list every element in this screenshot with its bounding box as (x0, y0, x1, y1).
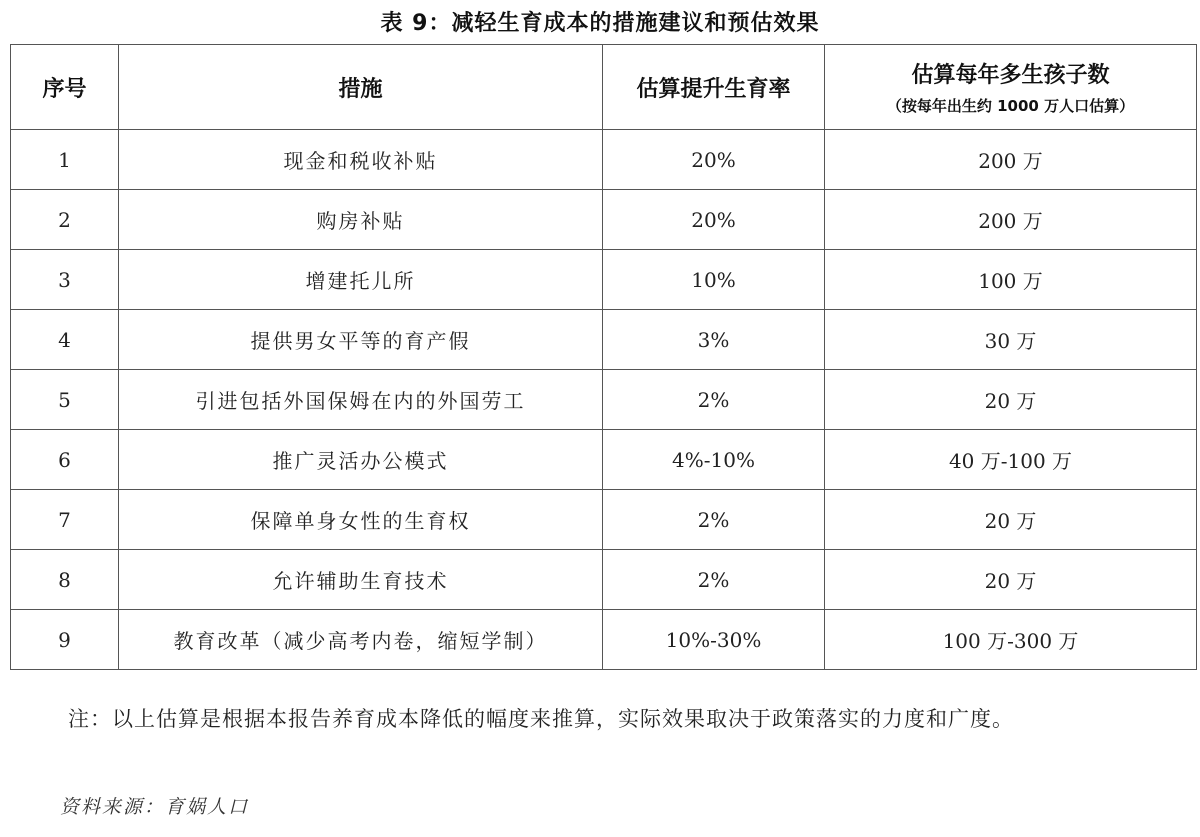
table-row (11, 310, 1197, 370)
row-rate: 20% (603, 130, 825, 190)
header-births-label: 估算每年多生孩子数 (911, 63, 1110, 88)
measures-table (10, 44, 1197, 670)
row-index: 8 (11, 550, 119, 610)
row-measure: 保障单身女性的生育权 (119, 490, 603, 550)
row-births: 20 万 (825, 370, 1197, 430)
row-births: 20 万 (825, 550, 1197, 610)
row-births: 100 万-300 万 (825, 610, 1197, 670)
row-rate: 2% (603, 490, 825, 550)
header-index: 序号 (11, 45, 119, 130)
row-births: 40 万-100 万 (825, 430, 1197, 490)
row-index: 3 (11, 250, 119, 310)
row-measure: 引进包括外国保姆在内的外国劳工 (119, 370, 603, 430)
table-row (11, 490, 1197, 550)
table-row (11, 430, 1197, 490)
row-rate: 2% (603, 370, 825, 430)
row-measure: 增建托儿所 (119, 250, 603, 310)
table-row (11, 370, 1197, 430)
row-births: 200 万 (825, 130, 1197, 190)
header-births-subtitle: （按每年出生约 1000 万人口估算） (886, 97, 1135, 115)
table-row (11, 610, 1197, 670)
table-row (11, 550, 1197, 610)
row-index: 2 (11, 190, 119, 250)
row-measure: 提供男女平等的育产假 (119, 310, 603, 370)
row-rate: 10% (603, 250, 825, 310)
row-index: 1 (11, 130, 119, 190)
row-births: 30 万 (825, 310, 1197, 370)
row-index: 4 (11, 310, 119, 370)
row-births: 20 万 (825, 490, 1197, 550)
data-source: 资料来源：育娲人口 (60, 796, 250, 818)
header-rate: 估算提升生育率 (603, 45, 825, 130)
row-births: 200 万 (825, 190, 1197, 250)
table-row (11, 130, 1197, 190)
table-title: 表 9：减轻生育成本的措施建议和预估效果 (380, 11, 820, 36)
table-row (11, 250, 1197, 310)
row-births: 100 万 (825, 250, 1197, 310)
row-index: 5 (11, 370, 119, 430)
row-measure: 购房补贴 (119, 190, 603, 250)
row-index: 7 (11, 490, 119, 550)
row-index: 6 (11, 430, 119, 490)
header-measure: 措施 (119, 45, 603, 130)
row-rate: 10%-30% (603, 610, 825, 670)
row-measure: 教育改革（减少高考内卷，缩短学制） (119, 610, 603, 670)
row-rate: 20% (603, 190, 825, 250)
header-births (825, 45, 1197, 130)
row-rate: 4%-10% (603, 430, 825, 490)
table-row (11, 190, 1197, 250)
table-header-row (11, 45, 1197, 130)
table-note: 注：以上估算是根据本报告养育成本降低的幅度来推算，实际效果取决于政策落实的力度和广度。 (68, 707, 1014, 731)
row-measure: 现金和税收补贴 (119, 130, 603, 190)
row-rate: 3% (603, 310, 825, 370)
row-measure: 推广灵活办公模式 (119, 430, 603, 490)
row-index: 9 (11, 610, 119, 670)
row-rate: 2% (603, 550, 825, 610)
row-measure: 允许辅助生育技术 (119, 550, 603, 610)
